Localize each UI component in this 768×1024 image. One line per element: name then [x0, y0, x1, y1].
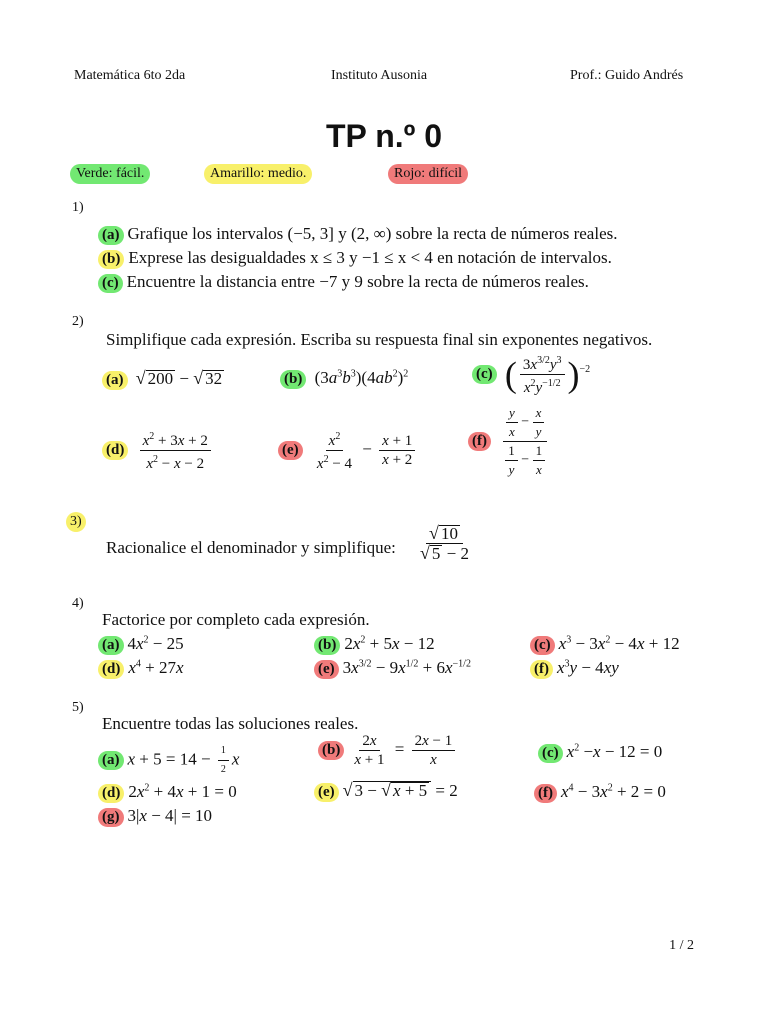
q5-item-a: (a) x + 5 = 14 − $\frac{1}{2}$ x [98, 742, 239, 779]
header-left: Matemática 6to 2da [74, 68, 186, 83]
question-2-number: 2) [72, 314, 84, 329]
question-3-number: 3) [66, 512, 86, 532]
q5-item-e: (e) √ 3 − √ x + 5 = 2 [314, 780, 458, 802]
q5-a-label: (a) [98, 751, 124, 770]
q4-c-label: (c) [530, 636, 555, 655]
q5-item-g: (g) 3|x − 4| = 10 [98, 806, 212, 827]
q4-item-d: (d) $x^4 + 27x$ [98, 658, 184, 679]
legend-medium: Amarillo: medio. [204, 164, 312, 184]
q1-b-text: Exprese las desigualdades x ≤ 3 y −1 ≤ x < 4 en notación de intervalos. [128, 248, 612, 267]
question-5-number: 5) [72, 700, 84, 715]
q5-instruction: Encuentre todas las soluciones reales. [102, 714, 359, 733]
q5-d-label: (d) [98, 784, 124, 803]
q5-f-label: (f) [534, 784, 557, 803]
q4-instruction: Factorice por completo cada expresión. [102, 610, 370, 629]
q1-item-b [98, 248, 612, 269]
header-right: Prof.: Guido Andrés [570, 68, 684, 83]
q1-a-text: Grafique los intervalos (−5, 3] y (2, ∞) sobre la recta de números reales. [127, 224, 618, 243]
q4-f-label: (f) [530, 660, 553, 679]
q2-item-f: (f) $\frac{y}{x}$ − $\frac{x}{y}$ $\frac{1}{y}$ − $\frac{1}{x}$ [468, 404, 551, 479]
q2-f-label: (f) [468, 432, 491, 451]
page-title: TP n.º 0 [325, 118, 442, 154]
q2-a-label: (a) [102, 371, 128, 390]
q5-e-label: (e) [314, 783, 339, 802]
q1-c-text: Encuentre la distancia entre −7 y 9 sobre la recta de números reales. [126, 272, 589, 291]
page-number: 1 / 2 [669, 938, 694, 953]
q4-item-f: (f) $x^3y - 4xy$ [530, 658, 619, 679]
q5-b-label: (b) [318, 741, 344, 760]
q4-item-c: (c) $x^3 - 3x^2 - 4x + 12$ [530, 634, 680, 655]
legend-easy: Verde: fácil. [70, 164, 150, 184]
q2-e-label: (e) [278, 441, 303, 460]
q2-b-label: (b) [280, 370, 306, 389]
q2-item-e: (e) $\frac{x^2}{x^2 - 4}$ − $\frac{x + 1}{x + 2}$ [278, 428, 418, 473]
q5-c-label: (c) [538, 744, 563, 763]
q4-e-label: (e) [314, 660, 339, 679]
q2-c-label: (c) [472, 365, 497, 384]
q2-item-d: (d) $\frac{x^2 + 3x + 2}{x^2 - x - 2}$ [102, 428, 214, 473]
q1-item-c [98, 272, 589, 293]
q4-b-label: (b) [314, 636, 340, 655]
q3-expression: $\frac{√ 10}{√ 5 - 2}$ [420, 523, 469, 563]
legend-hard: Rojo: difícil [388, 164, 468, 184]
q5-g-label: (g) [98, 808, 124, 827]
q2-item-c: (c) ( $\frac{3x^{3/2}y^3}{x^2y^{-1/2}}$ )$^{-2}$ [472, 352, 590, 397]
q4-a-label: (a) [98, 636, 124, 655]
q5-item-b: (b) $\frac{2x}{x + 1}$ = $\frac{2x - 1}{x}$ [318, 732, 458, 769]
question-1-number: 1) [72, 200, 84, 215]
q1-b-label: (b) [98, 250, 124, 269]
q3-instruction: Racionalice el denominador y simplifique: [106, 538, 396, 557]
q2-d-label: (d) [102, 441, 128, 460]
q4-item-b: (b) $2x^2 + 5x - 12$ [314, 634, 435, 655]
q1-item-a [98, 224, 617, 245]
q4-item-a: (a) $4x^2 - 25$ [98, 634, 184, 655]
q2-instruction: Simplifique cada expresión. Escriba su respuesta final sin exponentes negativos. [106, 330, 653, 349]
q1-c-label: (c) [98, 274, 123, 293]
question-4-number: 4) [72, 596, 84, 611]
q4-item-e: (e) $3x^{3/2} - 9x^{1/2} + 6x^{-1/2}$ [314, 658, 471, 679]
q2-item-a: (a) √ 200 − √ 32 [102, 368, 224, 390]
q5-item-f: (f) $x^4 - 3x^2 + 2 = 0$ [534, 782, 666, 803]
q4-d-label: (d) [98, 660, 124, 679]
q5-item-d: (d) $2x^2 + 4x + 1 = 0$ [98, 782, 237, 803]
q1-a-label: (a) [98, 226, 124, 245]
q2-item-b: (b) $(3a^3b^3)(4ab^2)^2$ [280, 368, 408, 389]
q5-item-c: (c) $x^2 -x - 12 = 0$ [538, 742, 662, 763]
header-center: Instituto Ausonia [331, 68, 428, 83]
